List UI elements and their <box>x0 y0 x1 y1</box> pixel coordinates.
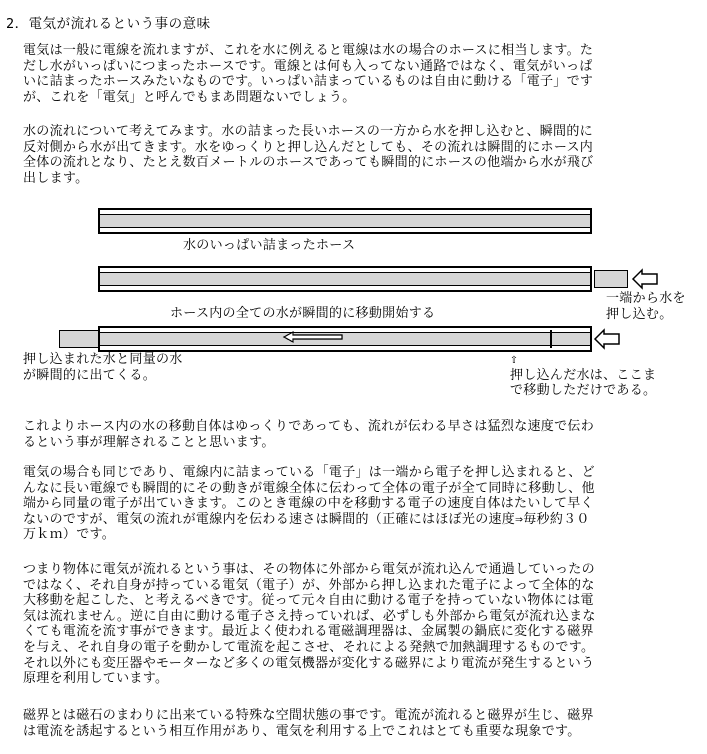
water-front-marker <box>550 330 552 348</box>
hose-full <box>98 208 592 234</box>
caption-out: 押し込まれた水と同量の水 が瞬間的に出てくる。 <box>23 352 183 383</box>
caption-push-in: 一端から水を 押し込む。 <box>606 291 686 322</box>
hose-moved <box>98 326 592 352</box>
paragraph-conclusion: これよりホース内の水の移動自体はゆっくりであっても、流れが伝わる早さは猛烈な速度で伝わ るという事が理解されることと思います。 <box>23 419 594 450</box>
paragraph-electric-case: 電気の場合も同じであり、電線内に詰まっている「電子」は一端から電子を押し込まれると、ど んなに長い電線でも瞬間的にその動きが電線全体に伝わって全体の電子が全て同時に移動し、他 端から同量の電子が出ていきます。このとき電線の中を移動する電子の速度自体はたいして早く ないのですが、電気の流れが電線内を伝わる速さは瞬間的（正確にはほぼ光の速度⇒毎秒約３０ 万ｋｍ）です。 <box>23 465 595 543</box>
caption-full-hose: 水のいっぱい詰まったホース <box>183 238 356 253</box>
paragraph-intro: 電気は一般に電線を流れますが、これを水に例えると電線は水の場合のホースに相当します。た だし水がいっぱいにつまったホースです。電線とは何も入ってない通路ではなく、電気がいっぱ いに詰まったホースみたいなものです。いっぱい詰まっているものは自由に動ける「電子」です が、これを「電気」と呼んでもまあ問題ないでしょう。 <box>23 43 594 105</box>
section-heading: 2．電気が流れるという事の意味 <box>6 16 211 32</box>
push-arrow-icon <box>594 329 620 349</box>
paragraph-water-flow: 水の流れについて考えてみます。水の詰まった長いホースの一方から水を押し込むと、瞬間的に 反対側から水が出てきます。水をゆっくりと押し込んだとしても、その流れは瞬間的にホース内 全体の流れとなり、たとえ数百メートルのホースであっても瞬間的にホースの他端から水が飛び 出します。 <box>23 124 594 186</box>
hose-pushed <box>98 266 592 292</box>
flow-arrow-icon <box>283 331 343 343</box>
push-arrow-icon <box>632 269 658 289</box>
caption-moved: ⇧ 押し込んだ水は、ここま で移動しただけである。 <box>510 352 657 399</box>
paragraph-material: つまり物体に電気が流れるという事は、その物体に外部から電気が流れ込んで通過していったの ではなく、それ自身が持っている電気（電子）が、外部から押し込まれた電子によって全体的な 大移動を起こした、と考えるべきです。従って元々自由に動ける電子を持っていない物体には電 気は流れません。逆に自由に動ける電子さえ持っていれば、必ずしも外部から電気が流れ込まな くても電流を流す事ができます。最近よく使われる電磁調理器は、金属製の鍋底に変化する磁界 を与え、それ自身の電子を動かして電流を起こさせ、それによる発熱で加熱調理するものです。 それ以外にも変圧器やモーターなど多くの電気機器が変化する磁界により電流が発生するという 原理を利用しています。 <box>23 562 596 687</box>
water-pushed-in <box>594 270 628 288</box>
paragraph-magnetic-field: 磁界とは磁石のまわりに出来ている特殊な空間状態の事です。電流が流れると磁界が生じ、磁界 は電流を誘起するという相互作用があり、電気を利用する上でこれはとても重要な現象です。 <box>23 708 594 739</box>
caption-all-move: ホース内の全ての水が瞬間的に移動開始する <box>170 306 436 321</box>
water-out <box>59 330 99 348</box>
